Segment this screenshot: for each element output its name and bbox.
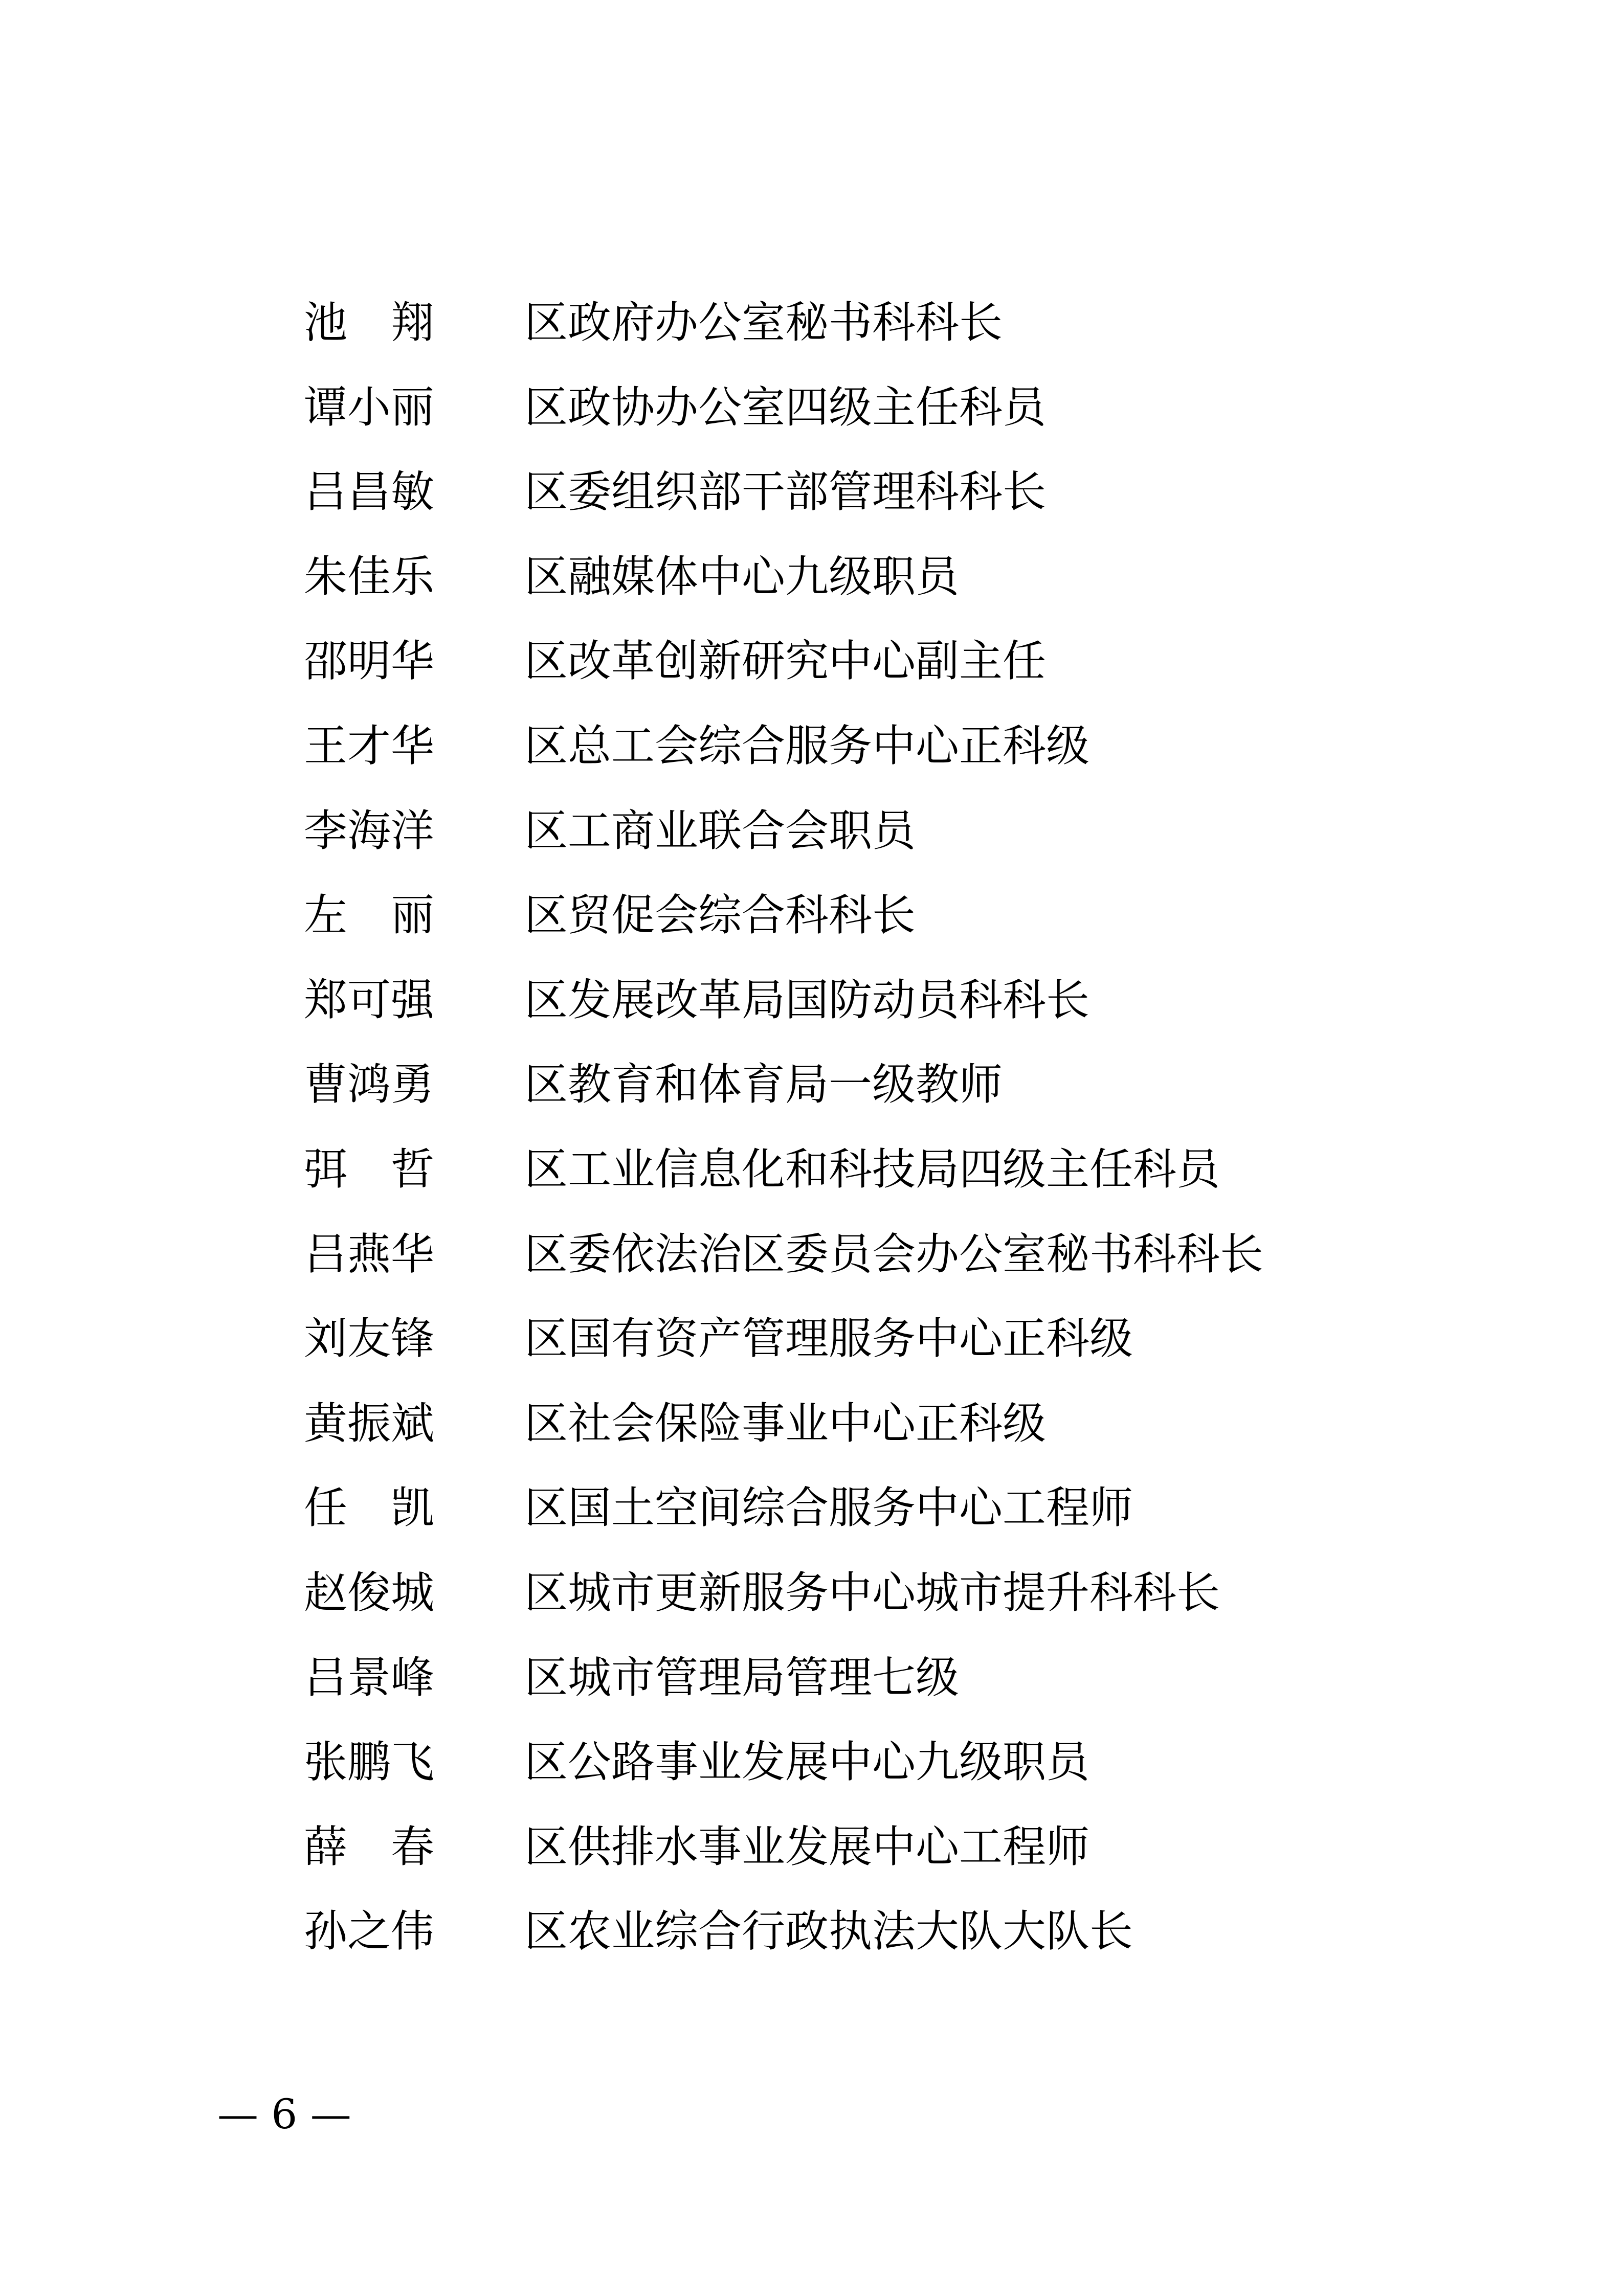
person-title: 区城市更新服务中心城市提升科科长 — [524, 1567, 1220, 1618]
person-title: 区公路事业发展中心九级职员 — [524, 1737, 1090, 1788]
roster-row — [0, 1568, 1624, 1653]
person-title: 区教育和体育局一级教师 — [524, 1060, 1003, 1111]
person-name: 邵 明 华 — [304, 636, 435, 687]
person-name: 吕 景 峰 — [304, 1652, 435, 1703]
person-title: 区政府办公室秘书科科长 — [524, 298, 1003, 348]
name-roster — [0, 298, 1624, 1991]
person-name: 任 凯 — [304, 1483, 434, 1534]
person-name: 谭 小 丽 — [304, 382, 435, 433]
person-title: 区社会保险事业中心正科级 — [524, 1398, 1047, 1449]
person-name: 曹 鸿 勇 — [304, 1060, 435, 1111]
person-title: 区改革创新研究中心副主任 — [524, 636, 1047, 687]
person-title: 区国有资产管理服务中心正科级 — [524, 1314, 1133, 1365]
person-name: 吕 昌 敏 — [304, 467, 435, 518]
person-title: 区农业综合行政执法大队大队长 — [524, 1906, 1133, 1957]
roster-row — [0, 1060, 1624, 1144]
roster-row — [0, 806, 1624, 891]
person-title: 区委依法治区委员会办公室秘书科科长 — [524, 1229, 1264, 1280]
person-title: 区政协办公室四级主任科员 — [524, 382, 1047, 433]
roster-row — [0, 1483, 1624, 1568]
person-name: 池 翔 — [304, 298, 434, 348]
roster-row — [0, 890, 1624, 975]
roster-row — [0, 1314, 1624, 1399]
person-name: 张 鹏 飞 — [304, 1737, 435, 1788]
roster-row — [0, 382, 1624, 467]
person-title: 区工商业联合会职员 — [524, 805, 916, 857]
person-name: 吕 燕 华 — [304, 1229, 435, 1280]
person-name: 薛 春 — [304, 1821, 434, 1873]
person-name: 左 丽 — [304, 890, 434, 941]
person-name: 郑 可 强 — [304, 975, 435, 1026]
roster-row — [0, 1653, 1624, 1738]
person-name: 黄 振 斌 — [304, 1398, 435, 1449]
roster-row — [0, 1822, 1624, 1907]
person-title: 区发展改革局国防动员科科长 — [524, 975, 1090, 1026]
roster-row — [0, 298, 1624, 382]
person-title: 区融媒体中心九级职员 — [524, 551, 960, 602]
roster-row — [0, 1906, 1624, 1991]
person-name: 李 海 洋 — [304, 805, 435, 857]
roster-row — [0, 1399, 1624, 1483]
page-number: — 6 — — [217, 2090, 351, 2138]
person-name: 朱 佳 乐 — [304, 551, 435, 602]
roster-row — [0, 1144, 1624, 1229]
roster-row — [0, 552, 1624, 637]
person-title: 区贸促会综合科科长 — [524, 890, 916, 941]
roster-row — [0, 1229, 1624, 1314]
person-title: 区国土空间综合服务中心工程师 — [524, 1483, 1133, 1534]
roster-row — [0, 636, 1624, 721]
person-title: 区委组织部干部管理科科长 — [524, 467, 1047, 518]
roster-row — [0, 975, 1624, 1060]
person-title: 区供排水事业发展中心工程师 — [524, 1821, 1090, 1873]
person-name: 弭 哲 — [304, 1144, 434, 1195]
person-name: 王 才 华 — [304, 721, 435, 772]
person-title: 区城市管理局管理七级 — [524, 1652, 960, 1703]
roster-row — [0, 1737, 1624, 1822]
person-title: 区总工会综合服务中心正科级 — [524, 721, 1090, 772]
roster-row — [0, 467, 1624, 552]
person-title: 区工业信息化和科技局四级主任科员 — [524, 1144, 1220, 1195]
person-name: 赵 俊 城 — [304, 1567, 435, 1618]
person-name: 孙 之 伟 — [304, 1906, 435, 1957]
person-name: 刘 友 锋 — [304, 1314, 435, 1365]
roster-row — [0, 721, 1624, 806]
